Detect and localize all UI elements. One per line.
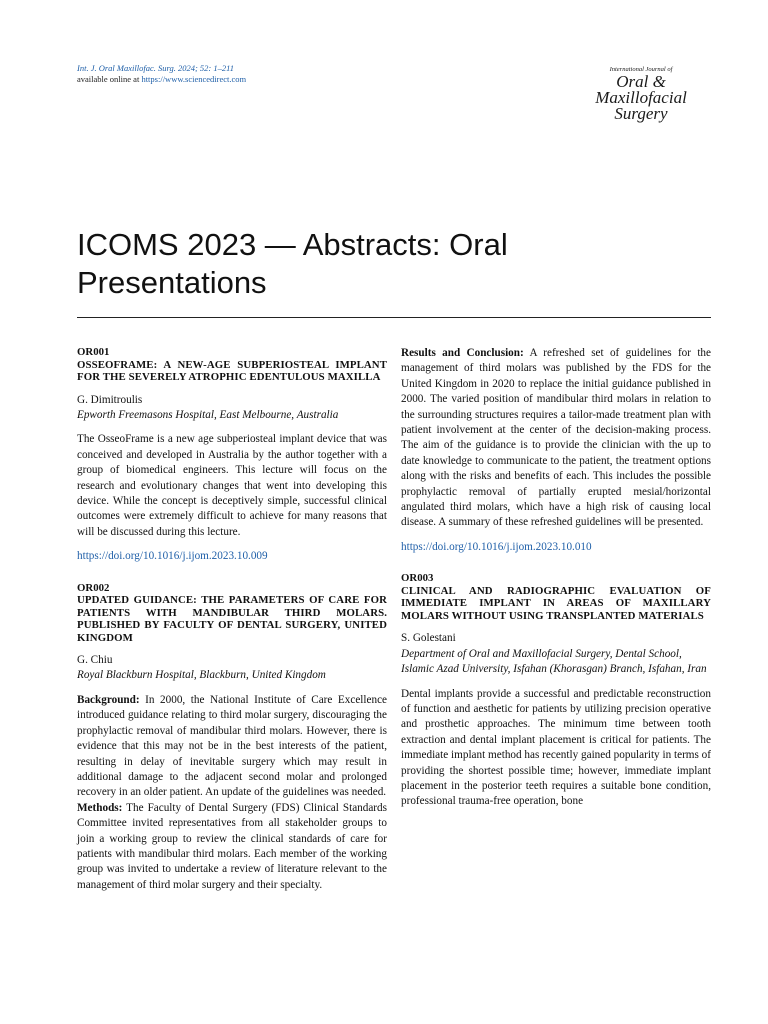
abstract-affiliation: Epworth Freemasons Hospital, East Melbourne, Australia — [77, 408, 339, 421]
results-label: Results and Conclusion: — [401, 347, 524, 359]
doi-link[interactable]: https://doi.org/10.1016/j.ijom.2023.10.010 — [401, 540, 592, 553]
results-text: A refreshed set of guidelines for the management of third molars was published by the FDS for the United Kingdom in 2020 to replace the initial guidance published in 2000. The varied position of mandibular third molars in relation to the surrounding structures requires a tailor-made treatment plan with patient involvement at the center of the decision-making process. The aim of the guidance is to provide the clinician with the up to date knowledge to communicate to the patient, the treatment options along with the risks and benefits of each. This includes the possible prophylactic removal of partially erupted mesial/horizontal angulated third molars, which have a high risk of causing local disease. A summary of these refreshed guidelines will be presented. — [401, 347, 711, 529]
logo-line-4: Surgery — [614, 104, 668, 123]
left-column — [77, 346, 387, 893]
abstract-author: S. Golestani — [401, 632, 456, 645]
right-column — [401, 346, 711, 810]
abstract-body — [77, 432, 387, 540]
abstract-id: OR001 — [77, 346, 110, 358]
logo-line-2: Oral & — [616, 72, 666, 91]
results-paragraph — [401, 346, 711, 531]
abstract-affiliation: Royal Blackburn Hospital, Blackburn, United Kingdom — [77, 669, 326, 682]
abstract-body-continued — [401, 346, 711, 531]
logo-line-1: International Journal of — [609, 66, 673, 73]
abstract-text: Dental implants provide a successful and predictable reconstruction of function and aesthetic for patients by utilizing precision operative and prosthetic approaches. The minimum time between tooth extraction and dental implant placement is critical for patients. The immediate implant method has recently gained popularity in terms of providing the shortest possible time; however, immediate implant placement in the posterior teeth requires a suitable bone condition, professional trauma-free operation, bone — [401, 687, 711, 808]
background-text: In 2000, the National Institute of Care Excellence introduced guidance relating to third molar surgery, discouraging the prophylactic removal of mandibular third molars. However, there is evidence that this may not be in the best interests of the patient, resulting in delay of inevitable surgery which may result in additional damage to the adjacent second molar and prolonged recovery in an older patient. An update of the guidelines was needed. — [77, 693, 388, 799]
abstract-title: CLINICAL AND RADIOGRAPHIC EVALUATION OF IMMEDIATE IMPLANT IN AREAS OF MAXILLARY MOLARS WITHOUT USING TRANSPLANTED MATERIALS — [401, 584, 711, 622]
abstract-affiliation: Department of Oral and Maxillofacial Surgery, Dental School, Islamic Azad University, Isfahan (Khorasgan) Branch, Isfahan, Iran — [401, 647, 707, 676]
abstract-body — [401, 687, 711, 810]
abstract-id: OR003 — [401, 572, 434, 585]
abstract-id: OR002 — [77, 581, 110, 594]
title-divider — [77, 317, 711, 318]
abstract-body — [77, 693, 387, 893]
methods-paragraph — [77, 801, 387, 893]
abstract-text: The OsseoFrame is a new age subperiosteal implant device that was conceived and developed in Australia by the author together with a group of biomedical engineers. This lecture will focus on the research and evolutionary changes that went into developing this device. While the concept is deceptively simple, successful clinical outcomes were extremely difficult to achieve for many reasons that will be discussed during this lecture. — [77, 433, 387, 538]
methods-text: The Faculty of Dental Surgery (FDS) Clinical Standards Committee invited representatives from all stakeholder groups to join a working group to review the clinical standards of care for patients with mandibular third molars. Each member of the working group was invited to undertake a review of literature relevant to the management of third molar surgery and their specialty. — [77, 801, 387, 891]
abstract-title: OSSEOFRAME: A NEW-AGE SUBPERIOSTEAL IMPLANT FOR THE SEVERELY ATROPHIC EDENTULOUS MAXILLA — [77, 358, 387, 383]
page-title: ICOMS 2023 — Abstracts: Oral Presentations — [77, 227, 508, 300]
citation-line: Int. J. Oral Maxillofac. Surg. 2024; 52: 1–211 — [77, 63, 234, 73]
abstract-author: G. Chiu — [77, 654, 113, 667]
section-gap — [77, 565, 387, 582]
journal-citation — [77, 63, 246, 85]
logo-line-3: Maxillofacial — [595, 88, 687, 107]
doi-link[interactable]: https://doi.org/10.1016/j.ijom.2023.10.009 — [77, 550, 268, 563]
abstract-author: G. Dimitroulis — [77, 393, 143, 406]
journal-logo — [586, 66, 696, 122]
available-prefix: available online at — [77, 74, 142, 84]
sciencedirect-link[interactable]: https://www.sciencedirect.com — [141, 74, 247, 84]
background-label: Background: — [77, 693, 140, 706]
methods-label: Methods: — [77, 801, 123, 814]
background-paragraph — [77, 693, 387, 801]
abstract-title: UPDATED GUIDANCE: THE PARAMETERS OF CARE FOR PATIENTS WITH MANDIBULAR THIRD MOLARS. PUBLISHED BY FACULTY OF DENTAL SURGERY, UNITED KINGDOM — [77, 594, 387, 644]
availability-line — [77, 74, 246, 85]
section-gap — [401, 555, 711, 572]
